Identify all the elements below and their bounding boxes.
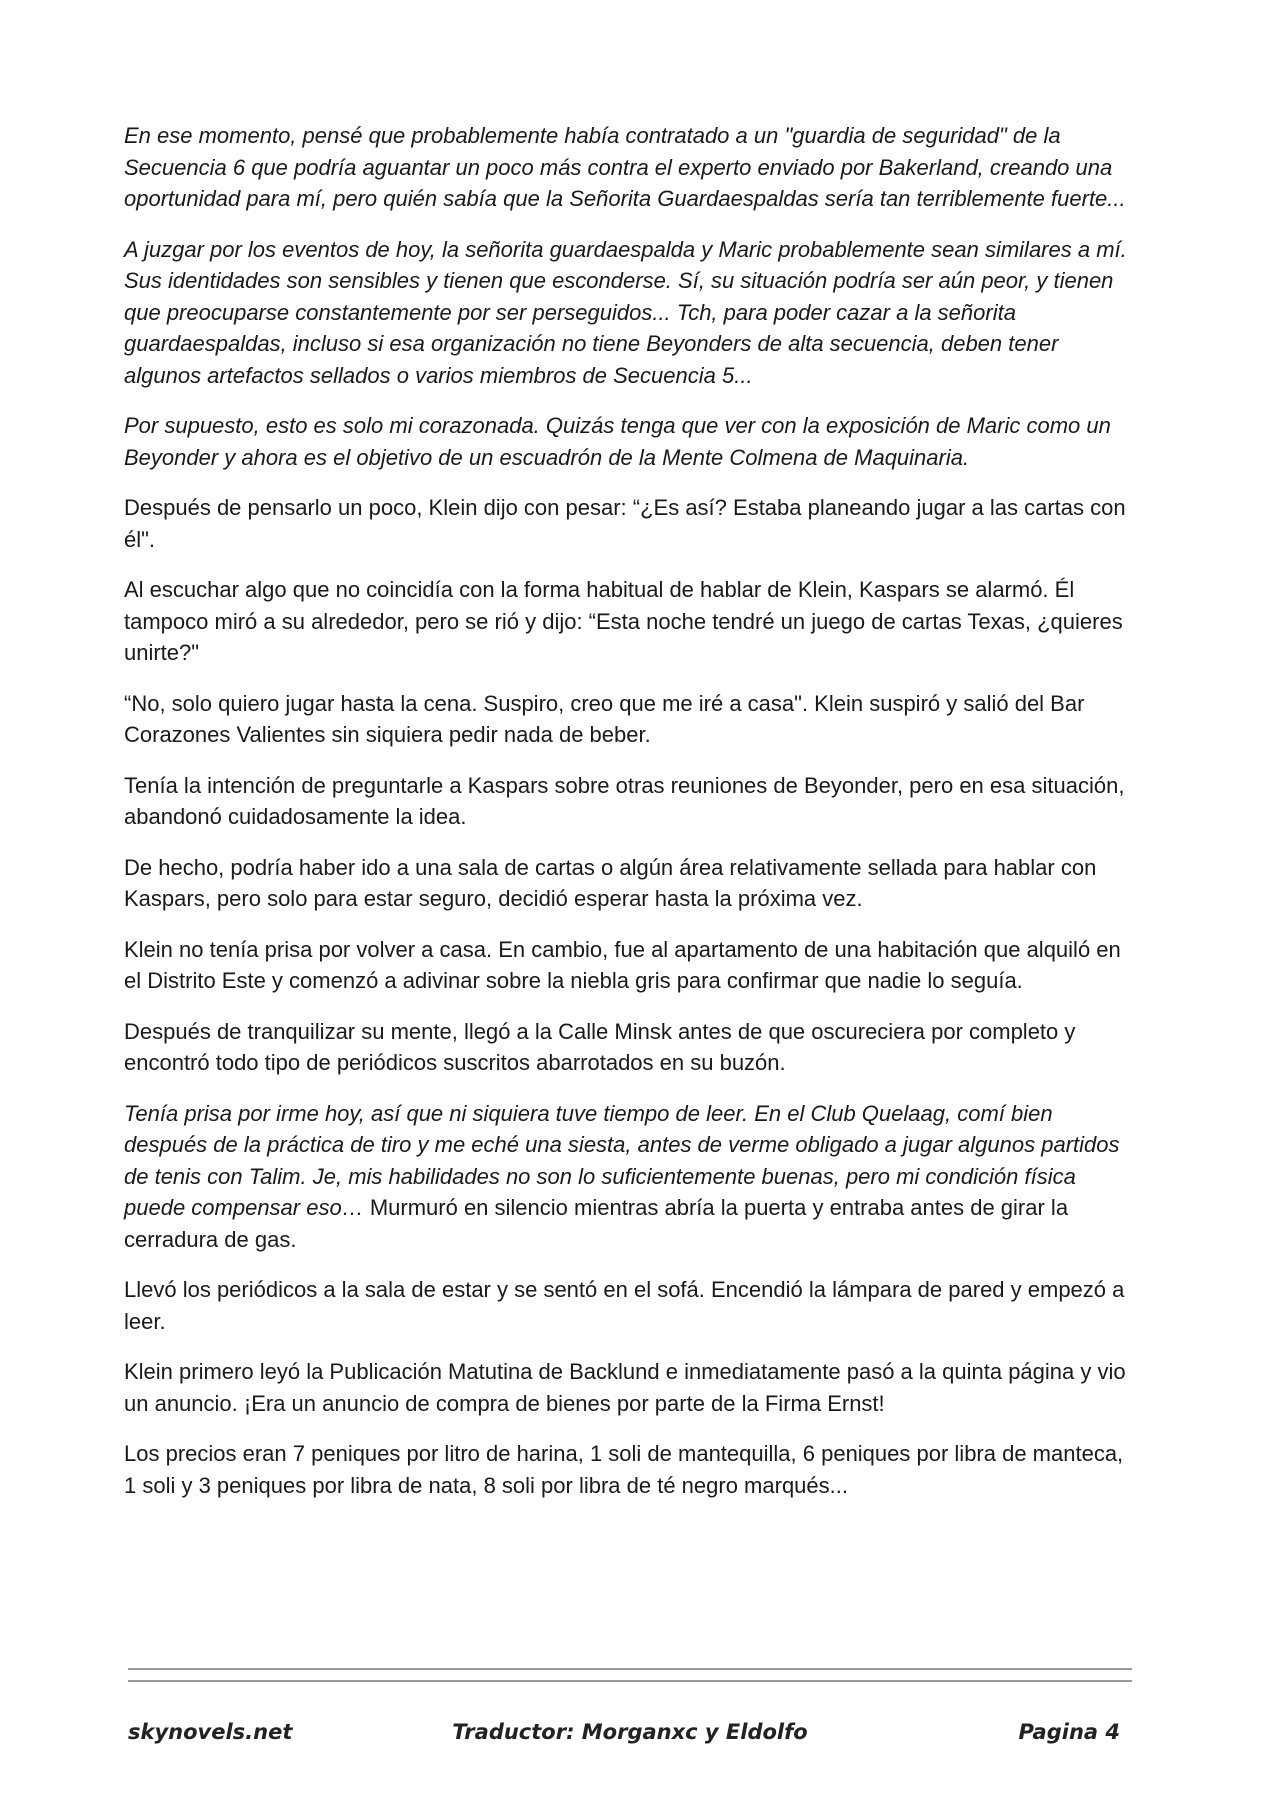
- footer-divider: [128, 1668, 1132, 1692]
- paragraph-4: [124, 492, 1136, 555]
- paragraph-11-text: Murmuró en silencio mientras abría la puerta y entraba antes de girar la cerradura de gas.: [124, 1195, 1069, 1252]
- footer-rule-top: [128, 1668, 1132, 1670]
- paragraph-12-text: Llevó los periódicos a la sala de estar y se sentó en el sofá. Encendió la lámpara de pared y empezó a leer.: [124, 1277, 1125, 1334]
- paragraph-1: [124, 120, 1136, 215]
- paragraph-7: [124, 770, 1136, 833]
- paragraph-6: [124, 688, 1136, 751]
- paragraph-14-text: Los precios eran 7 peniques por litro de harina, 1 soli de mantequilla, 6 peniques por libra de manteca, 1 soli y 3 peniques por libra de nata, 8 soli por libra de té negro marqués...: [124, 1441, 1124, 1498]
- paragraph-1-italic: En ese momento, pensé que probablemente había contratado a un "guardia de seguridad" de la Secuencia 6 que podría aguantar un poco más contra el experto enviado por Bakerland, creando una oportunidad para mí, pero quién sabía que la Señorita Guardaespaldas sería tan terriblemente fuerte...: [124, 123, 1126, 211]
- paragraph-14: [124, 1438, 1136, 1501]
- paragraph-11: [124, 1098, 1136, 1256]
- paragraph-8-text: De hecho, podría haber ido a una sala de cartas o algún área relativamente sellada para hablar con Kaspars, pero solo para estar seguro, decidió esperar hasta la próxima vez.: [124, 854, 1097, 911]
- paragraph-5: [124, 574, 1136, 669]
- footer-site: skynovels.net: [128, 1720, 293, 1744]
- paragraph-12: [124, 1274, 1136, 1337]
- paragraph-9: [124, 934, 1136, 997]
- paragraph-11-italic: Tenía prisa por irme hoy, así que ni siquiera tuve tiempo de leer. En el Club Quelaag, comí bien después de la práctica de tiro y me eché una siesta, antes de verme obligado a jugar algunos partidos de tenis con Talim. Je, mis habilidades no son lo suficientemente buenas, pero mi condición física puede compensar eso…: [124, 1100, 1120, 1220]
- footer-page-number: Pagina 4: [1018, 1720, 1120, 1744]
- paragraph-4-text: Después de pensarlo un poco, Klein dijo con pesar: “¿Es así? Estaba planeando jugar a las cartas con él".: [124, 495, 1126, 552]
- paragraph-9-text: Klein no tenía prisa por volver a casa. En cambio, fue al apartamento de una habitación que alquiló en el Distrito Este y comenzó a adivinar sobre la niebla gris para confirmar que nadie lo seguía.: [124, 936, 1121, 993]
- paragraph-8: [124, 852, 1136, 915]
- paragraph-13-text: Klein primero leyó la Publicación Matutina de Backlund e inmediatamente pasó a la quinta página y vio un anuncio. ¡Era un anuncio de compra de bienes por parte de la Firma Ernst!: [124, 1359, 1126, 1416]
- paragraph-5-text: Al escuchar algo que no coincidía con la forma habitual de hablar de Klein, Kaspars se alarmó. Él tampoco miró a su alrededor, pero se rió y dijo: “Esta noche tendré un juego de cartas Texas, ¿quieres unirte?": [124, 577, 1123, 665]
- paragraph-2-italic: A juzgar por los eventos de hoy, la señorita guardaespalda y Maric probablemente sean similares a mí. Sus identidades son sensibles y tienen que esconderse. Sí, su situación podría ser aún peor, y tienen que preocuparse constantemente por ser perseguidos... Tch, para poder cazar a la señorita guardaespaldas, incluso si esa organización no tiene Beyonders de alta secuencia, deben tener algunos artefactos sellados o varios miembros de Secuencia 5...: [124, 236, 1127, 388]
- page-footer: [128, 1712, 1132, 1752]
- paragraph-10-text: Después de tranquilizar su mente, llegó a la Calle Minsk antes de que oscureciera por completo y encontró todo tipo de periódicos suscritos abarrotados en su buzón.: [124, 1018, 1076, 1075]
- paragraph-10: [124, 1016, 1136, 1079]
- paragraph-13: [124, 1356, 1136, 1419]
- paragraph-3-italic: Por supuesto, esto es solo mi corazonada. Quizás tenga que ver con la exposición de Maric como un Beyonder y ahora es el objetivo de un escuadrón de la Mente Colmena de Maquinaria.: [124, 413, 1111, 470]
- footer-rule-bottom: [128, 1680, 1132, 1682]
- document-body: [124, 120, 1136, 1520]
- paragraph-2: [124, 234, 1136, 392]
- paragraph-6-text: “No, solo quiero jugar hasta la cena. Suspiro, creo que me iré a casa". Klein suspiró y salió del Bar Corazones Valientes sin siquiera pedir nada de beber.: [124, 690, 1085, 747]
- footer-translator: Traductor: Morganxc y Eldolfo: [452, 1720, 808, 1744]
- paragraph-3: [124, 410, 1136, 473]
- paragraph-7-text: Tenía la intención de preguntarle a Kaspars sobre otras reuniones de Beyonder, pero en esa situación, abandonó cuidadosamente la idea.: [124, 772, 1125, 829]
